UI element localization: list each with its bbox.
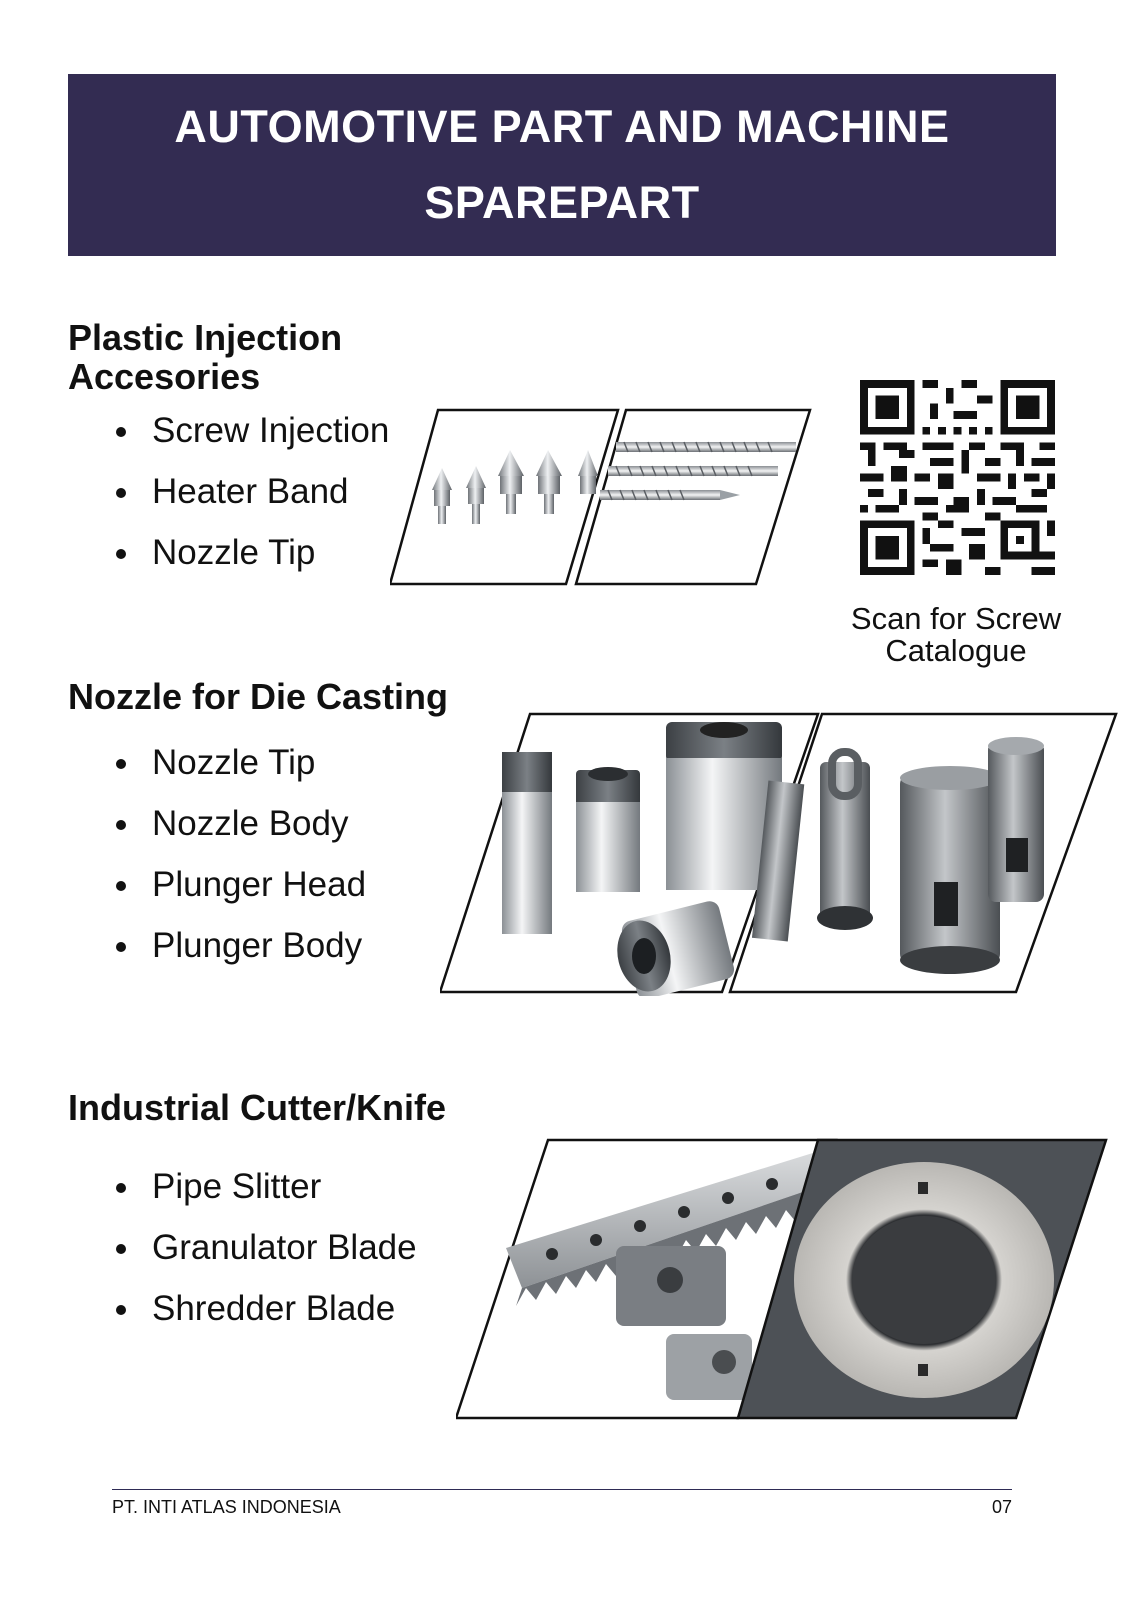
page-title: AUTOMOTIVE PART AND MACHINE SPAREPART	[174, 101, 950, 228]
footer-company-name: PT. INTI ATLAS INDONESIA	[112, 1497, 341, 1517]
shredder-blade-image	[794, 1162, 1054, 1398]
list-item: Nozzle Tip	[112, 743, 366, 804]
page-number: 07	[992, 1497, 1013, 1517]
list-item: Granulator Blade	[112, 1228, 417, 1289]
photo-die-casting-parts	[440, 712, 1120, 996]
list-item: Plunger Head	[112, 865, 366, 926]
list-item: Plunger Body	[112, 926, 366, 987]
bullet-list-plastic-injection	[112, 411, 389, 594]
list-item: Nozzle Tip	[112, 533, 389, 594]
section-title-plastic-injection: Plastic Injection Accesories	[68, 317, 343, 397]
bullet-list-die-casting	[112, 743, 366, 987]
list-item: Nozzle Body	[112, 804, 366, 865]
photo-industrial-cutters	[456, 1138, 1126, 1420]
list-item: Shredder Blade	[112, 1289, 417, 1350]
qr-code-image	[860, 380, 1055, 575]
list-item: Pipe Slitter	[112, 1167, 417, 1228]
bullet-list-industrial-cutter	[112, 1167, 417, 1350]
header-banner	[68, 74, 1056, 256]
section-title-die-casting: Nozzle for Die Casting	[68, 676, 449, 717]
qr-caption: Scan for Screw Catalogue	[850, 601, 1062, 668]
footer-divider	[112, 1489, 1012, 1490]
photo-plastic-injection-parts	[390, 408, 820, 588]
list-item: Screw Injection	[112, 411, 389, 472]
section-title-industrial-cutter: Industrial Cutter/Knife	[68, 1087, 447, 1128]
list-item: Heater Band	[112, 472, 389, 533]
